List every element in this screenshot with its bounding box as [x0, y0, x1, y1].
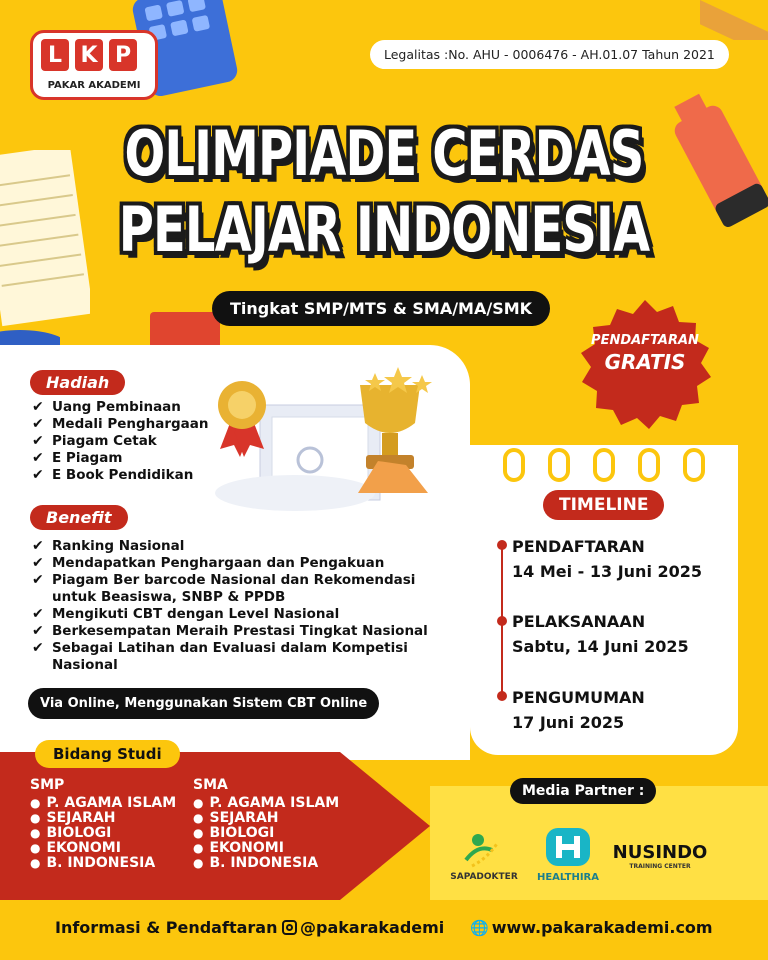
subject-item: ● B. INDONESIA: [30, 856, 176, 871]
level-pill: Tingkat SMP/MTS & SMA/MA/SMK: [212, 291, 550, 326]
footer-info-label: Informasi & Pendaftaran: [55, 918, 278, 937]
timeline-title: PENGUMUMAN: [512, 688, 645, 707]
logo-letter: K: [75, 39, 103, 71]
binder-ring-icon: [548, 448, 570, 482]
smp-column: [30, 777, 176, 871]
subject-item: ● BIOLOGI: [30, 826, 176, 841]
benefit-item: Mendapatkan Penghargaan dan Pengakuan: [52, 555, 385, 571]
timeline-date: 14 Mei - 13 Juni 2025: [512, 562, 703, 581]
timeline-title: PENDAFTARAN: [512, 537, 645, 556]
binder-ring-icon: [503, 448, 525, 482]
check-icon: ✔: [32, 555, 44, 571]
timeline-item: [512, 685, 645, 735]
check-icon: ✔: [32, 640, 44, 656]
benefit-list: [30, 538, 440, 674]
award-illustration: [210, 365, 460, 525]
timeline-dot-icon: [497, 691, 507, 701]
binder-ring-icon: [683, 448, 705, 482]
instagram-handle: @pakarakademi: [300, 918, 445, 937]
hadiah-list: [30, 399, 209, 484]
media-partner-label: Media Partner :: [510, 778, 656, 804]
check-icon: ✔: [32, 623, 44, 639]
timeline-dot-icon: [497, 540, 507, 550]
lkp-logo: [30, 30, 158, 100]
subject-item: ● EKONOMI: [30, 841, 176, 856]
title-line-1: OLIMPIADE CERDAS: [124, 117, 644, 190]
partner-nusindo: [605, 842, 715, 870]
instagram-icon: [282, 920, 297, 935]
subject-item: ● BIOLOGI: [193, 826, 339, 841]
logo-letters: [41, 39, 137, 71]
check-icon: ✔: [32, 450, 44, 466]
partner-name: HEALTHIRA: [536, 872, 599, 883]
timeline-label: TIMELINE: [543, 490, 664, 520]
list-item: [30, 640, 440, 674]
online-note: Via Online, Menggunakan Sistem CBT Online: [28, 688, 379, 719]
list-item: [30, 555, 440, 572]
bidang-studi-label: Bidang Studi: [35, 740, 180, 768]
gratis-badge: [575, 333, 715, 374]
notebook-decoration: [0, 150, 90, 330]
hadiah-label: Hadiah: [30, 370, 125, 395]
check-icon: ✔: [32, 467, 44, 483]
timeline-item: [512, 534, 702, 584]
logo-letter: P: [109, 39, 137, 71]
list-item: [30, 433, 209, 450]
sapadokter-logo-icon: [448, 830, 520, 868]
partner-sapadokter: [448, 830, 520, 882]
globe-icon: 🌐: [470, 919, 489, 937]
sma-subject-list: [193, 796, 339, 871]
benefit-label: Benefit: [30, 505, 128, 530]
check-icon: ✔: [32, 416, 44, 432]
sma-heading: SMA: [193, 777, 228, 793]
logo-letter: L: [41, 39, 69, 71]
list-item: [30, 467, 209, 484]
timeline-dot-icon: [497, 616, 507, 626]
benefit-item: Mengikuti CBT dengan Level Nasional: [52, 606, 340, 622]
hadiah-item: E Piagam: [52, 450, 123, 466]
sma-column: [193, 777, 339, 871]
partner-tagline: TRAINING CENTER: [629, 863, 691, 870]
list-item: [30, 450, 209, 467]
title-line-2: PELAJAR INDONESIA: [118, 193, 650, 266]
partner-name: NUSINDO: [612, 842, 708, 863]
list-item: [30, 572, 440, 606]
list-item: [30, 399, 209, 416]
logo-subtitle: PAKAR AKADEMI: [47, 80, 141, 91]
list-item: [30, 623, 440, 640]
check-icon: ✔: [32, 399, 44, 415]
list-item: [30, 538, 440, 555]
footer-website[interactable]: [470, 918, 713, 937]
benefit-item: Sebagai Latihan dan Evaluasi dalam Kompetisi Nasional: [52, 640, 408, 673]
binder-ring-icon: [638, 448, 660, 482]
list-item: [30, 416, 209, 433]
healthira-logo-icon: [532, 826, 604, 868]
website-url: www.pakarakademi.com: [491, 918, 713, 937]
badge-line-2: GRATIS: [604, 350, 686, 374]
subject-item: ● EKONOMI: [193, 841, 339, 856]
benefit-item: Ranking Nasional: [52, 538, 185, 554]
hadiah-item: E Book Pendidikan: [52, 467, 194, 483]
badge-line-1: PENDAFTARAN: [591, 333, 699, 348]
timeline-item: [512, 609, 689, 659]
hadiah-item: Piagam Cetak: [52, 433, 157, 449]
blue-book-decoration: [0, 318, 60, 348]
benefit-item: Berkesempatan Meraih Prestasi Tingkat Nasional: [52, 623, 428, 639]
smp-subject-list: [30, 796, 176, 871]
subject-item: ● SEJARAH: [30, 811, 176, 826]
timeline-date: Sabtu, 14 Juni 2025: [512, 637, 689, 656]
subject-item: ● B. INDONESIA: [193, 856, 339, 871]
benefit-item: Piagam Ber barcode Nasional dan Rekomendasi untuk Beasiswa, SNBP & PPDB: [52, 572, 416, 605]
partner-name: SAPADOKTER: [450, 872, 518, 882]
timeline-date: 17 Juni 2025: [512, 713, 625, 732]
subject-item: ● P. AGAMA ISLAM: [30, 796, 176, 811]
check-icon: ✔: [32, 572, 44, 588]
smp-heading: SMP: [30, 777, 65, 793]
check-icon: ✔: [32, 433, 44, 449]
footer-instagram[interactable]: [282, 918, 444, 937]
check-icon: ✔: [32, 538, 44, 554]
hadiah-item: Medali Penghargaan: [52, 416, 209, 432]
binder-ring-icon: [593, 448, 615, 482]
subject-item: ● P. AGAMA ISLAM: [193, 796, 339, 811]
subject-item: ● SEJARAH: [193, 811, 339, 826]
check-icon: ✔: [32, 606, 44, 622]
legalitas-badge: Legalitas :No. AHU - 0006476 - AH.01.07 Tahun 2021: [370, 40, 729, 69]
hadiah-item: Uang Pembinaan: [52, 399, 181, 415]
partner-healthira: [532, 826, 604, 883]
timeline-title: PELAKSANAAN: [512, 612, 646, 631]
list-item: [30, 606, 440, 623]
ruler-decoration: [700, 0, 768, 40]
